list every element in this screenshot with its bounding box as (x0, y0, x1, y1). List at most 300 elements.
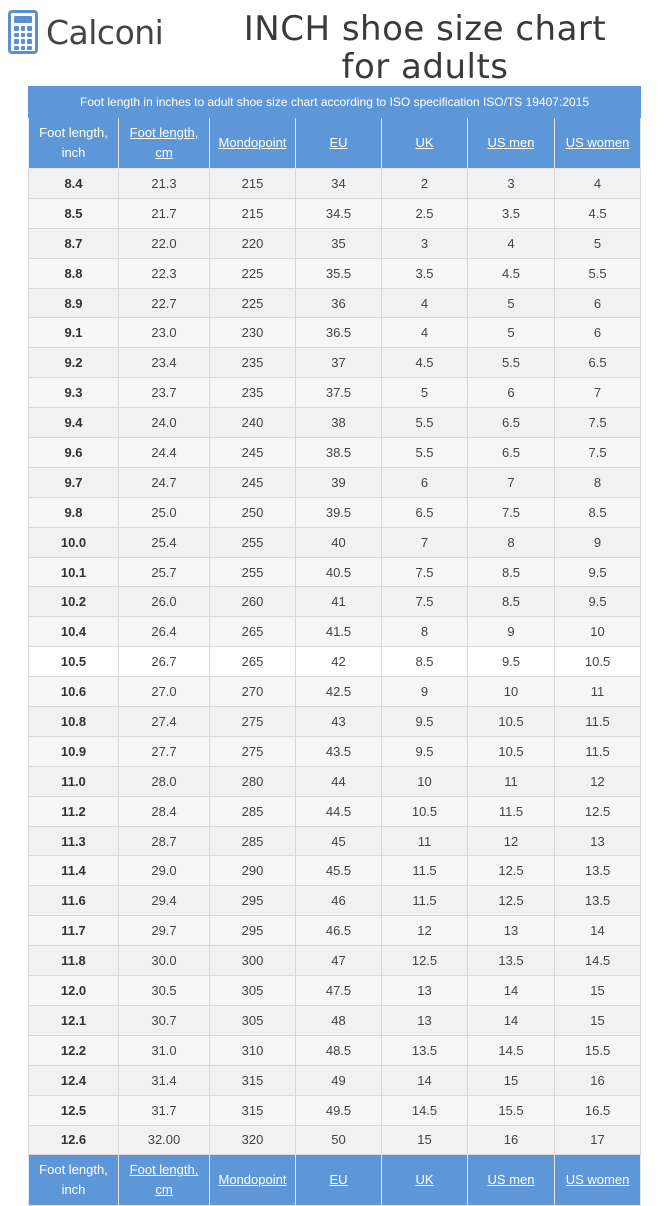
table-cell: 28.7 (119, 826, 210, 856)
table-cell: 9.5 (555, 587, 641, 617)
shoe-size-table (28, 86, 641, 1206)
table-cell: 21.7 (119, 198, 210, 228)
table-cell: 23.7 (119, 378, 210, 408)
footer-header-eu[interactable] (296, 1155, 382, 1206)
header-label: Foot length, (39, 125, 108, 140)
header-us-women[interactable] (555, 118, 641, 169)
table-cell: 42 (296, 647, 382, 677)
header-label: UK (415, 1172, 434, 1188)
table-cell: 3 (382, 228, 468, 258)
footer-header-uk[interactable] (382, 1155, 468, 1206)
table-cell: 12.5 (468, 856, 555, 886)
table-cell: 41 (296, 587, 382, 617)
cell-inch: 8.9 (29, 288, 119, 318)
table-cell: 32.00 (119, 1125, 210, 1155)
table-row (29, 677, 641, 707)
header-label: Foot length, (129, 1162, 199, 1178)
table-cell: 220 (210, 228, 296, 258)
table-row (29, 557, 641, 587)
table-cell: 28.0 (119, 766, 210, 796)
table-cell: 10 (382, 766, 468, 796)
table-cell: 280 (210, 766, 296, 796)
table-cell: 9 (382, 677, 468, 707)
table-cell: 15.5 (468, 1095, 555, 1125)
table-cell: 4.5 (468, 258, 555, 288)
table-cell: 9 (555, 527, 641, 557)
table-cell: 38.5 (296, 438, 382, 468)
table-cell: 270 (210, 677, 296, 707)
table-cell: 3 (468, 169, 555, 199)
table-row (29, 1005, 641, 1035)
table-cell: 10.5 (555, 647, 641, 677)
table-cell: 29.0 (119, 856, 210, 886)
table-row (29, 736, 641, 766)
table-cell: 12 (468, 826, 555, 856)
table-cell: 24.4 (119, 438, 210, 468)
table-cell: 34 (296, 169, 382, 199)
cell-inch: 10.8 (29, 707, 119, 737)
cell-inch: 10.6 (29, 677, 119, 707)
table-cell: 11.5 (555, 736, 641, 766)
table-cell: 265 (210, 617, 296, 647)
table-cell: 36.5 (296, 318, 382, 348)
table-cell: 40.5 (296, 557, 382, 587)
cell-inch: 11.6 (29, 886, 119, 916)
table-cell: 5.5 (555, 258, 641, 288)
table-cell: 45.5 (296, 856, 382, 886)
table-cell: 27.0 (119, 677, 210, 707)
header-label: EU (329, 135, 348, 150)
table-cell: 30.0 (119, 946, 210, 976)
header-mondopoint[interactable] (210, 118, 296, 169)
table-cell: 4.5 (382, 348, 468, 378)
table-cell: 5.5 (468, 348, 555, 378)
table-cell: 2 (382, 169, 468, 199)
cell-inch: 8.5 (29, 198, 119, 228)
cell-inch: 10.0 (29, 527, 119, 557)
cell-inch: 8.8 (29, 258, 119, 288)
cell-inch: 12.0 (29, 976, 119, 1006)
header-foot-length-cm[interactable] (119, 118, 210, 169)
table-cell: 14.5 (555, 946, 641, 976)
cell-inch: 9.7 (29, 467, 119, 497)
table-row (29, 946, 641, 976)
table-cell: 305 (210, 976, 296, 1006)
table-cell: 35 (296, 228, 382, 258)
table-cell: 6.5 (468, 438, 555, 468)
table-cell: 6 (382, 467, 468, 497)
table-cell: 8.5 (382, 647, 468, 677)
table-cell: 6.5 (468, 408, 555, 438)
table-cell: 4 (382, 318, 468, 348)
table-row (29, 796, 641, 826)
table-cell: 13 (382, 1005, 468, 1035)
footer-header-mondopoint[interactable] (210, 1155, 296, 1206)
table-row (29, 288, 641, 318)
cell-inch: 10.4 (29, 617, 119, 647)
table-cell: 36 (296, 288, 382, 318)
table-header-row (29, 118, 641, 169)
table-cell: 9.5 (382, 707, 468, 737)
cell-inch: 11.3 (29, 826, 119, 856)
cell-inch: 9.2 (29, 348, 119, 378)
table-cell: 11.5 (382, 886, 468, 916)
table-cell: 245 (210, 467, 296, 497)
table-cell: 13.5 (468, 946, 555, 976)
footer-header-us-men[interactable] (468, 1155, 555, 1206)
table-cell: 9.5 (555, 557, 641, 587)
table-row (29, 856, 641, 886)
cell-inch: 8.4 (29, 169, 119, 199)
table-cell: 13.5 (555, 856, 641, 886)
table-cell: 10 (468, 677, 555, 707)
cell-inch: 11.4 (29, 856, 119, 886)
table-row (29, 348, 641, 378)
table-cell: 4 (468, 228, 555, 258)
table-cell: 300 (210, 946, 296, 976)
table-cell: 14.5 (382, 1095, 468, 1125)
table-cell: 24.7 (119, 467, 210, 497)
table-cell: 25.7 (119, 557, 210, 587)
table-cell: 39.5 (296, 497, 382, 527)
footer-header-us-women[interactable] (555, 1155, 641, 1206)
table-cell: 2.5 (382, 198, 468, 228)
table-cell: 10.5 (468, 707, 555, 737)
table-cell: 31.4 (119, 1065, 210, 1095)
table-cell: 27.7 (119, 736, 210, 766)
table-cell: 29.4 (119, 886, 210, 916)
table-cell: 12.5 (382, 946, 468, 976)
table-cell: 6 (555, 288, 641, 318)
table-cell: 22.0 (119, 228, 210, 258)
table-cell: 8 (555, 467, 641, 497)
table-cell: 46.5 (296, 916, 382, 946)
cell-inch: 11.7 (29, 916, 119, 946)
table-cell: 29.7 (119, 916, 210, 946)
cell-inch: 10.1 (29, 557, 119, 587)
table-cell: 37 (296, 348, 382, 378)
table-cell: 8 (468, 527, 555, 557)
table-cell: 15.5 (555, 1035, 641, 1065)
table-cell: 43.5 (296, 736, 382, 766)
table-cell: 11 (468, 766, 555, 796)
footer-header-foot-length-cm[interactable] (119, 1155, 210, 1206)
cell-inch: 12.6 (29, 1125, 119, 1155)
table-cell: 9.5 (382, 736, 468, 766)
table-row (29, 1065, 641, 1095)
header-label: EU (329, 1172, 348, 1188)
table-cell: 25.0 (119, 497, 210, 527)
table-cell: 3.5 (468, 198, 555, 228)
table-cell: 23.4 (119, 348, 210, 378)
table-cell: 235 (210, 378, 296, 408)
table-cell: 11.5 (382, 856, 468, 886)
table-cell: 8 (382, 617, 468, 647)
table-row (29, 438, 641, 468)
table-cell: 215 (210, 169, 296, 199)
table-row (29, 497, 641, 527)
table-cell: 46 (296, 886, 382, 916)
table-cell: 11.5 (468, 796, 555, 826)
table-cell: 50 (296, 1125, 382, 1155)
header-label-unit: cm (155, 145, 173, 160)
table-cell: 265 (210, 647, 296, 677)
table-row (29, 169, 641, 199)
header-eu[interactable] (296, 118, 382, 169)
table-cell: 7.5 (382, 557, 468, 587)
table-cell: 14 (382, 1065, 468, 1095)
table-cell: 44 (296, 766, 382, 796)
table-cell: 8.5 (468, 557, 555, 587)
table-cell: 250 (210, 497, 296, 527)
table-cell: 4 (382, 288, 468, 318)
table-cell: 275 (210, 736, 296, 766)
table-cell: 310 (210, 1035, 296, 1065)
table-cell: 275 (210, 707, 296, 737)
table-cell: 15 (382, 1125, 468, 1155)
table-row (29, 1035, 641, 1065)
table-cell: 22.7 (119, 288, 210, 318)
table-cell: 38 (296, 408, 382, 438)
table-row (29, 258, 641, 288)
table-cell: 320 (210, 1125, 296, 1155)
table-cell: 5 (468, 288, 555, 318)
header-label: Mondopoint (218, 135, 287, 150)
table-cell: 12.5 (468, 886, 555, 916)
table-cell: 11 (382, 826, 468, 856)
table-row (29, 378, 641, 408)
table-cell: 15 (555, 976, 641, 1006)
table-cell: 285 (210, 796, 296, 826)
table-cell: 245 (210, 438, 296, 468)
cell-inch: 12.5 (29, 1095, 119, 1125)
cell-inch: 9.6 (29, 438, 119, 468)
table-cell: 5 (468, 318, 555, 348)
table-cell: 5 (555, 228, 641, 258)
table-cell: 7.5 (555, 408, 641, 438)
calconi-logo[interactable] (8, 8, 163, 56)
table-row (29, 1125, 641, 1155)
header-label-unit: cm (155, 1182, 173, 1198)
table-cell: 235 (210, 348, 296, 378)
cell-inch: 10.5 (29, 647, 119, 677)
table-cell: 255 (210, 557, 296, 587)
table-row (29, 198, 641, 228)
table-cell: 15 (468, 1065, 555, 1095)
table-cell: 16 (468, 1125, 555, 1155)
table-cell: 30.7 (119, 1005, 210, 1035)
cell-inch: 12.1 (29, 1005, 119, 1035)
table-cell: 10.5 (468, 736, 555, 766)
table-cell: 11.5 (555, 707, 641, 737)
table-row (29, 467, 641, 497)
table-cell: 17 (555, 1125, 641, 1155)
table-cell: 23.0 (119, 318, 210, 348)
table-cell: 48.5 (296, 1035, 382, 1065)
header-label: US women (565, 1172, 630, 1188)
cell-inch: 9.1 (29, 318, 119, 348)
table-cell: 40 (296, 527, 382, 557)
table-cell: 12.5 (555, 796, 641, 826)
table-cell: 10 (555, 617, 641, 647)
table-cell: 13 (468, 916, 555, 946)
table-cell: 45 (296, 826, 382, 856)
table-cell: 14 (555, 916, 641, 946)
table-row (29, 1095, 641, 1125)
table-row (29, 647, 641, 677)
table-cell: 39 (296, 467, 382, 497)
table-cell: 10.5 (382, 796, 468, 826)
table-cell: 12 (555, 766, 641, 796)
cell-inch: 12.2 (29, 1035, 119, 1065)
table-cell: 7 (382, 527, 468, 557)
cell-inch: 8.7 (29, 228, 119, 258)
table-row (29, 527, 641, 557)
table-cell: 7 (468, 467, 555, 497)
table-cell: 7.5 (468, 497, 555, 527)
table-row (29, 886, 641, 916)
table-row (29, 228, 641, 258)
table-cell: 15 (555, 1005, 641, 1035)
table-row (29, 976, 641, 1006)
cell-inch: 10.2 (29, 587, 119, 617)
table-cell: 215 (210, 198, 296, 228)
table-cell: 225 (210, 258, 296, 288)
header-label: US women (565, 135, 630, 150)
calculator-icon (8, 10, 38, 54)
shoe-size-table-container (28, 86, 640, 1206)
header-label-unit: inch (61, 1182, 86, 1198)
table-cell: 27.4 (119, 707, 210, 737)
header-label: US men (487, 1172, 535, 1188)
table-cell: 41.5 (296, 617, 382, 647)
cell-inch: 9.3 (29, 378, 119, 408)
table-cell: 315 (210, 1095, 296, 1125)
table-cell: 7.5 (382, 587, 468, 617)
table-body (29, 169, 641, 1155)
table-cell: 13.5 (555, 886, 641, 916)
table-cell: 14 (468, 976, 555, 1006)
page-title-line-2: for adults (341, 47, 509, 87)
table-row (29, 826, 641, 856)
header-label: Mondopoint (218, 1172, 287, 1188)
header-label: Foot length, (129, 125, 199, 140)
table-cell: 14.5 (468, 1035, 555, 1065)
table-cell: 240 (210, 408, 296, 438)
logo-text: Calconi (46, 12, 164, 52)
page-title (215, 10, 635, 86)
table-cell: 22.3 (119, 258, 210, 288)
table-cell: 4.5 (555, 198, 641, 228)
table-cell: 260 (210, 587, 296, 617)
table-cell: 11 (555, 677, 641, 707)
table-cell: 21.3 (119, 169, 210, 199)
table-cell: 35.5 (296, 258, 382, 288)
cell-inch: 9.8 (29, 497, 119, 527)
table-cell: 49 (296, 1065, 382, 1095)
table-cell: 31.7 (119, 1095, 210, 1125)
table-cell: 34.5 (296, 198, 382, 228)
table-cell: 14 (468, 1005, 555, 1035)
table-cell: 42.5 (296, 677, 382, 707)
table-cell: 8.5 (468, 587, 555, 617)
table-cell: 26.4 (119, 617, 210, 647)
table-cell: 290 (210, 856, 296, 886)
table-cell: 26.7 (119, 647, 210, 677)
table-cell: 3.5 (382, 258, 468, 288)
table-cell: 13.5 (382, 1035, 468, 1065)
table-cell: 305 (210, 1005, 296, 1035)
table-cell: 48 (296, 1005, 382, 1035)
table-row (29, 916, 641, 946)
header-label-unit: inch (61, 145, 86, 160)
table-cell: 230 (210, 318, 296, 348)
table-row (29, 707, 641, 737)
cell-inch: 12.4 (29, 1065, 119, 1095)
table-cell: 295 (210, 916, 296, 946)
table-cell: 255 (210, 527, 296, 557)
table-cell: 7.5 (555, 438, 641, 468)
table-caption: Foot length in inches to adult shoe size chart according to ISO specification ISO/TS 19407:2015 (29, 87, 641, 118)
table-cell: 28.4 (119, 796, 210, 826)
table-cell: 37.5 (296, 378, 382, 408)
table-cell: 6.5 (555, 348, 641, 378)
table-row (29, 318, 641, 348)
header-label: US men (487, 135, 535, 150)
header-us-men[interactable] (468, 118, 555, 169)
table-cell: 16.5 (555, 1095, 641, 1125)
cell-inch: 9.4 (29, 408, 119, 438)
table-cell: 6 (468, 378, 555, 408)
header-uk[interactable] (382, 118, 468, 169)
table-cell: 26.0 (119, 587, 210, 617)
header-label: UK (415, 135, 434, 150)
table-cell: 5 (382, 378, 468, 408)
table-footer-header-row (29, 1155, 641, 1206)
cell-inch: 11.8 (29, 946, 119, 976)
table-cell: 9 (468, 617, 555, 647)
table-cell: 5.5 (382, 408, 468, 438)
table-cell: 13 (555, 826, 641, 856)
table-cell: 6 (555, 318, 641, 348)
table-cell: 5.5 (382, 438, 468, 468)
table-row (29, 408, 641, 438)
page-header (0, 0, 670, 86)
table-cell: 225 (210, 288, 296, 318)
table-cell: 16 (555, 1065, 641, 1095)
table-cell: 30.5 (119, 976, 210, 1006)
table-cell: 43 (296, 707, 382, 737)
header-label: Foot length, (39, 1162, 108, 1178)
table-cell: 49.5 (296, 1095, 382, 1125)
table-row (29, 617, 641, 647)
table-cell: 31.0 (119, 1035, 210, 1065)
cell-inch: 11.0 (29, 766, 119, 796)
table-cell: 13 (382, 976, 468, 1006)
cell-inch: 11.2 (29, 796, 119, 826)
table-cell: 6.5 (382, 497, 468, 527)
table-cell: 24.0 (119, 408, 210, 438)
table-cell: 8.5 (555, 497, 641, 527)
table-cell: 285 (210, 826, 296, 856)
table-cell: 47.5 (296, 976, 382, 1006)
table-cell: 25.4 (119, 527, 210, 557)
table-cell: 12 (382, 916, 468, 946)
table-cell: 9.5 (468, 647, 555, 677)
table-cell: 315 (210, 1065, 296, 1095)
table-cell: 47 (296, 946, 382, 976)
table-row (29, 587, 641, 617)
